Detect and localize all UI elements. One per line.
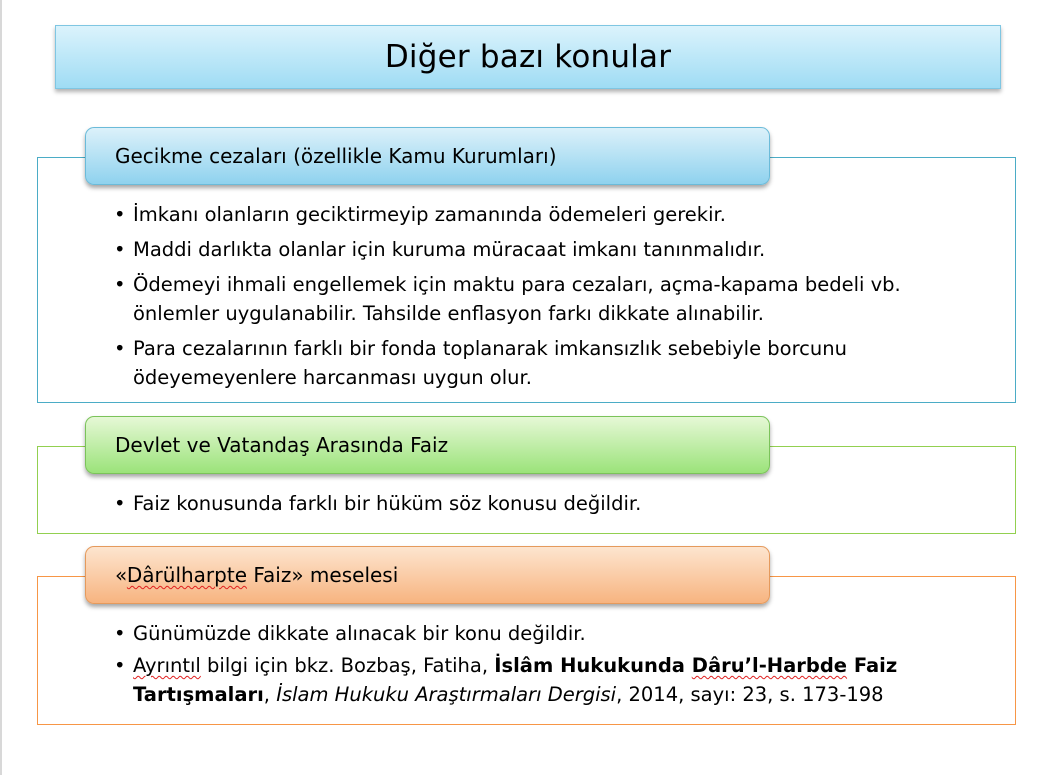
reference-prefix: Ayrıntıl <box>133 654 201 677</box>
reference-lead: bilgi için bkz. Bozbaş, Fatiha, <box>200 654 495 677</box>
reference-separator: , <box>263 683 277 706</box>
section-3-bullet-list <box>114 619 954 712</box>
heading-rest: Faiz» meselesi <box>247 563 399 587</box>
bullet-item: • Faiz konusunda farklı bir hüküm söz konusu değildir. <box>114 489 954 518</box>
heading-term: Dârülharpte <box>126 563 247 587</box>
bullet-item: • Günümüzde dikkate alınacak bir konu değildir. <box>114 619 954 648</box>
reference-item <box>114 651 954 709</box>
section-3-heading-box <box>85 546 770 604</box>
section-2-heading: Devlet ve Vatandaş Arasında Faiz <box>115 433 449 457</box>
heading-open-quote: « <box>115 563 127 587</box>
slide-title: Diğer bazı konular <box>384 39 672 75</box>
reference-details: , 2014, sayı: 23, s. 173-198 <box>616 683 884 706</box>
section-1-heading: Gecikme cezaları (özellikle Kamu Kurumları) <box>115 144 557 168</box>
slide-left-edge <box>0 0 2 775</box>
bullet-item: • Para cezalarının farklı bir fonda toplanarak imkansızlık sebebiyle borcunu ödeyemeyenlere harcanması uygun olur. <box>114 334 954 392</box>
section-3-heading <box>115 563 398 587</box>
section-1-bullet-list <box>114 200 954 398</box>
reference-book-title-1: İslâm Hukukunda <box>494 654 692 677</box>
slide-title-box <box>55 25 1001 89</box>
reference-book-title-term: Dâru’l-Harbde <box>691 654 848 677</box>
section-2-heading-box <box>85 416 770 474</box>
section-2-bullet-list <box>114 489 954 518</box>
reference-journal: İslam Hukuku Araştırmaları Dergisi <box>276 683 617 706</box>
bullet-item: • Maddi darlıkta olanlar için kuruma müracaat imkanı tanınmalıdır. <box>114 235 954 264</box>
bullet-item: • İmkanı olanların geciktirmeyip zamanında ödemeleri gerekir. <box>114 200 954 229</box>
section-1-heading-box <box>85 127 770 185</box>
reference-book-title-2: Faiz Tartışmaları <box>133 654 898 706</box>
bullet-item: • Ödemeyi ihmali engellemek için maktu para cezaları, açma-kapama bedeli vb. önlemler uygulanabilir. Tahsilde enflasyon farkı dikkate alınabilir. <box>114 270 954 328</box>
